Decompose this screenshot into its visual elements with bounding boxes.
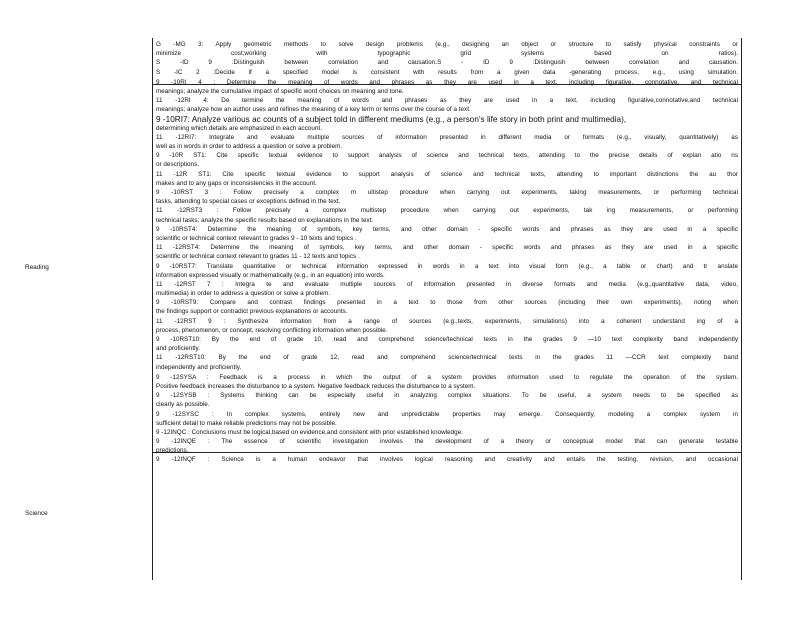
text-line: 11 -12RST 7 : Integra te and evaluate multiple sources of information presented in diverse formats and media (e.g.,quantitative data, video, <box>156 280 738 288</box>
text-line: Positive feedback increases the disturbance to a system. Negative feedback reduces the disturbance to a system. <box>156 382 476 390</box>
text-line: independently and proficiently. <box>156 363 242 371</box>
text-line: tasks, attending to special cases or exceptions defined in the text. <box>156 198 341 206</box>
text-line: 9 -10R ST1: Cite specific textual evidence to support analysis of science and technical texts, attending to the precise details of explan atio ns <box>156 152 738 160</box>
text-line: determining which details are emphasized in each account. <box>156 124 323 132</box>
text-line: predictions. <box>156 447 189 455</box>
text-line: meanings; analyze how an author uses and refines the meaning of a key term or terms over the course of a text. <box>156 106 471 114</box>
text-line: technical tasks; analyze the specific results based on explanations in the text. <box>156 216 374 224</box>
text-line: 9 -10RI7: Analyze various ac counts of a subject told in different mediums (e.g., a person's life story in both print and multimedia), <box>156 114 627 124</box>
text-line: makes and to any gaps or inconsistencies in the account. <box>156 179 317 187</box>
table-left-rule <box>152 38 153 580</box>
text-line: G -MG 3: Apply geometric methods to solve design problems (e.g., designing an object or structure to satisfy physical constraints or <box>156 41 738 48</box>
category-reading: Reading <box>25 264 49 271</box>
science-standards-block <box>156 373 738 465</box>
text-line: or descriptions. <box>156 161 200 169</box>
text-line: 9 -12SYSC : In complex systems, entirely new and unpredictable properties may emerge. Consequently, modeling a complex system in <box>156 410 738 418</box>
math-standards-block <box>156 40 738 77</box>
text-line: 11 -12RST10: By the end of grade 12, read and comprehend science/technical texts in the grades 11 —CCR text complexity band <box>156 354 738 362</box>
text-line: multimedia) in order to address a question or solve a problem. <box>156 290 331 298</box>
text-line: 11 -12R ST1: Cite specific textual evidence to support analysis of science and technical texts, attending to important distinctions the au thor <box>156 170 738 178</box>
text-line: 9 -12SYSB : Systems thinking can be especially useful in analyzing complex situations. To be useful, a system needs to be specified as <box>156 392 738 400</box>
text-line: 11 -12RST3 : Follow precisely a complex multistep procedure when carrying out experiments, tak ing measurements, or performing <box>156 207 738 215</box>
text-line: 11 -12RI 4: De termine the meaning of words and phrases as they are used in a text, including figurative,connotative,and technical <box>156 97 738 105</box>
text-line: 9 -10RST 3 : Follow precisely a complex m ultistep procedure when carrying out experiments, taking measurements, or performing technical <box>156 189 738 196</box>
text-line: 9 -12INQC : Conclusions must be logical,based on evidence,and consistent with prior established knowledge. <box>156 428 463 436</box>
standards-text <box>156 40 738 465</box>
text-line: S -IC 2 :Decide if a specified model is consistent with results from a given data -generating process, e.g., using simulation. <box>156 68 738 76</box>
text-line: S -ID 9 :Distinguish between correlation and causation.S - ID 9 :Distinguish between correlation and causation. <box>156 59 738 67</box>
text-line: 9 -10RST7: Translate quantitative or technical information expressed in words in a text into visual form (e.g., a table or chart) and tr anslate <box>156 262 738 270</box>
text-line: clearly as possible. <box>156 401 210 409</box>
text-line: 11 -12RST 9 : Synthesize information from a range of sources (e.g.,texts, experiments, simulations) into a coherent understand ing of a <box>156 317 738 325</box>
text-line: process, phenomenon, or concept, resolving conflicting information when possible. <box>156 326 388 334</box>
text-line: 9 -10RST4: Determine the meaning of symbols, key terms, and other domain - specific words and phrases as they are used in a specific <box>156 225 738 233</box>
text-line: 11 -12RST4: Determine the meaning of symbols, key terms, and other domain - specific words and phrases as they are used in a specific <box>156 244 738 252</box>
text-line: 9 -10RST9: Compare and contrast findings presented in a text to those from other sources (including their own experiments), noting when <box>156 299 738 307</box>
reading-standards-block <box>156 78 738 372</box>
text-line: scientific or technical context relevant to grades 11 - 12 texts and topics . <box>156 253 360 261</box>
text-line: well as in words in order to address a question or solve a problem. <box>156 143 343 151</box>
text-line: sufficient detail to make reliable predictions may not be possible. <box>156 419 337 427</box>
text-line: and proficiently. <box>156 345 200 353</box>
text-line: meanings; analyze the cumulative impact of specific word choices on meaning and tone. <box>156 87 404 95</box>
text-line: 11 -12RI7: Integrate and evaluate multiple sources of information presented in different media or formats (e.g., visually, quantitatively) as <box>156 133 738 141</box>
text-line: the findings support or contradict previous explanations or accounts. <box>156 308 348 316</box>
table-right-rule <box>741 38 742 580</box>
text-line: 9 -10RST10: By the end of grade 10, read and comprehend science/technical texts in the grades 9 —10 text complexity band independently <box>156 336 738 343</box>
text-line: 9 -12INQF : Science is a human endeavor that involves logical reasoning and creativity and entails the testing, revision, and occasional <box>156 456 738 464</box>
text-line: 9 -12SYSA : Feedback is a process in which the output of a system provides information used to regulate the operation of the system. <box>156 373 738 381</box>
text-line: 9 -12INQE : The essence of scientific investigation involves the development of a theory or conceptual model that can generate testable <box>156 438 738 446</box>
text-line: 9 -10RI 4 : Determine the meaning of words and phrases as they are used in a text, including figurative, connotative, and technical <box>156 78 738 86</box>
text-line: information expressed visually or mathematically (e.g., in an equation) into words. <box>156 271 385 279</box>
text-line: scientific or technical context relevant to grades 9 - 10 texts and topics . <box>156 234 357 242</box>
text-line: minimize cost;working with typographic grid systems based on ratios). <box>156 50 738 58</box>
category-science: Science <box>25 510 48 517</box>
